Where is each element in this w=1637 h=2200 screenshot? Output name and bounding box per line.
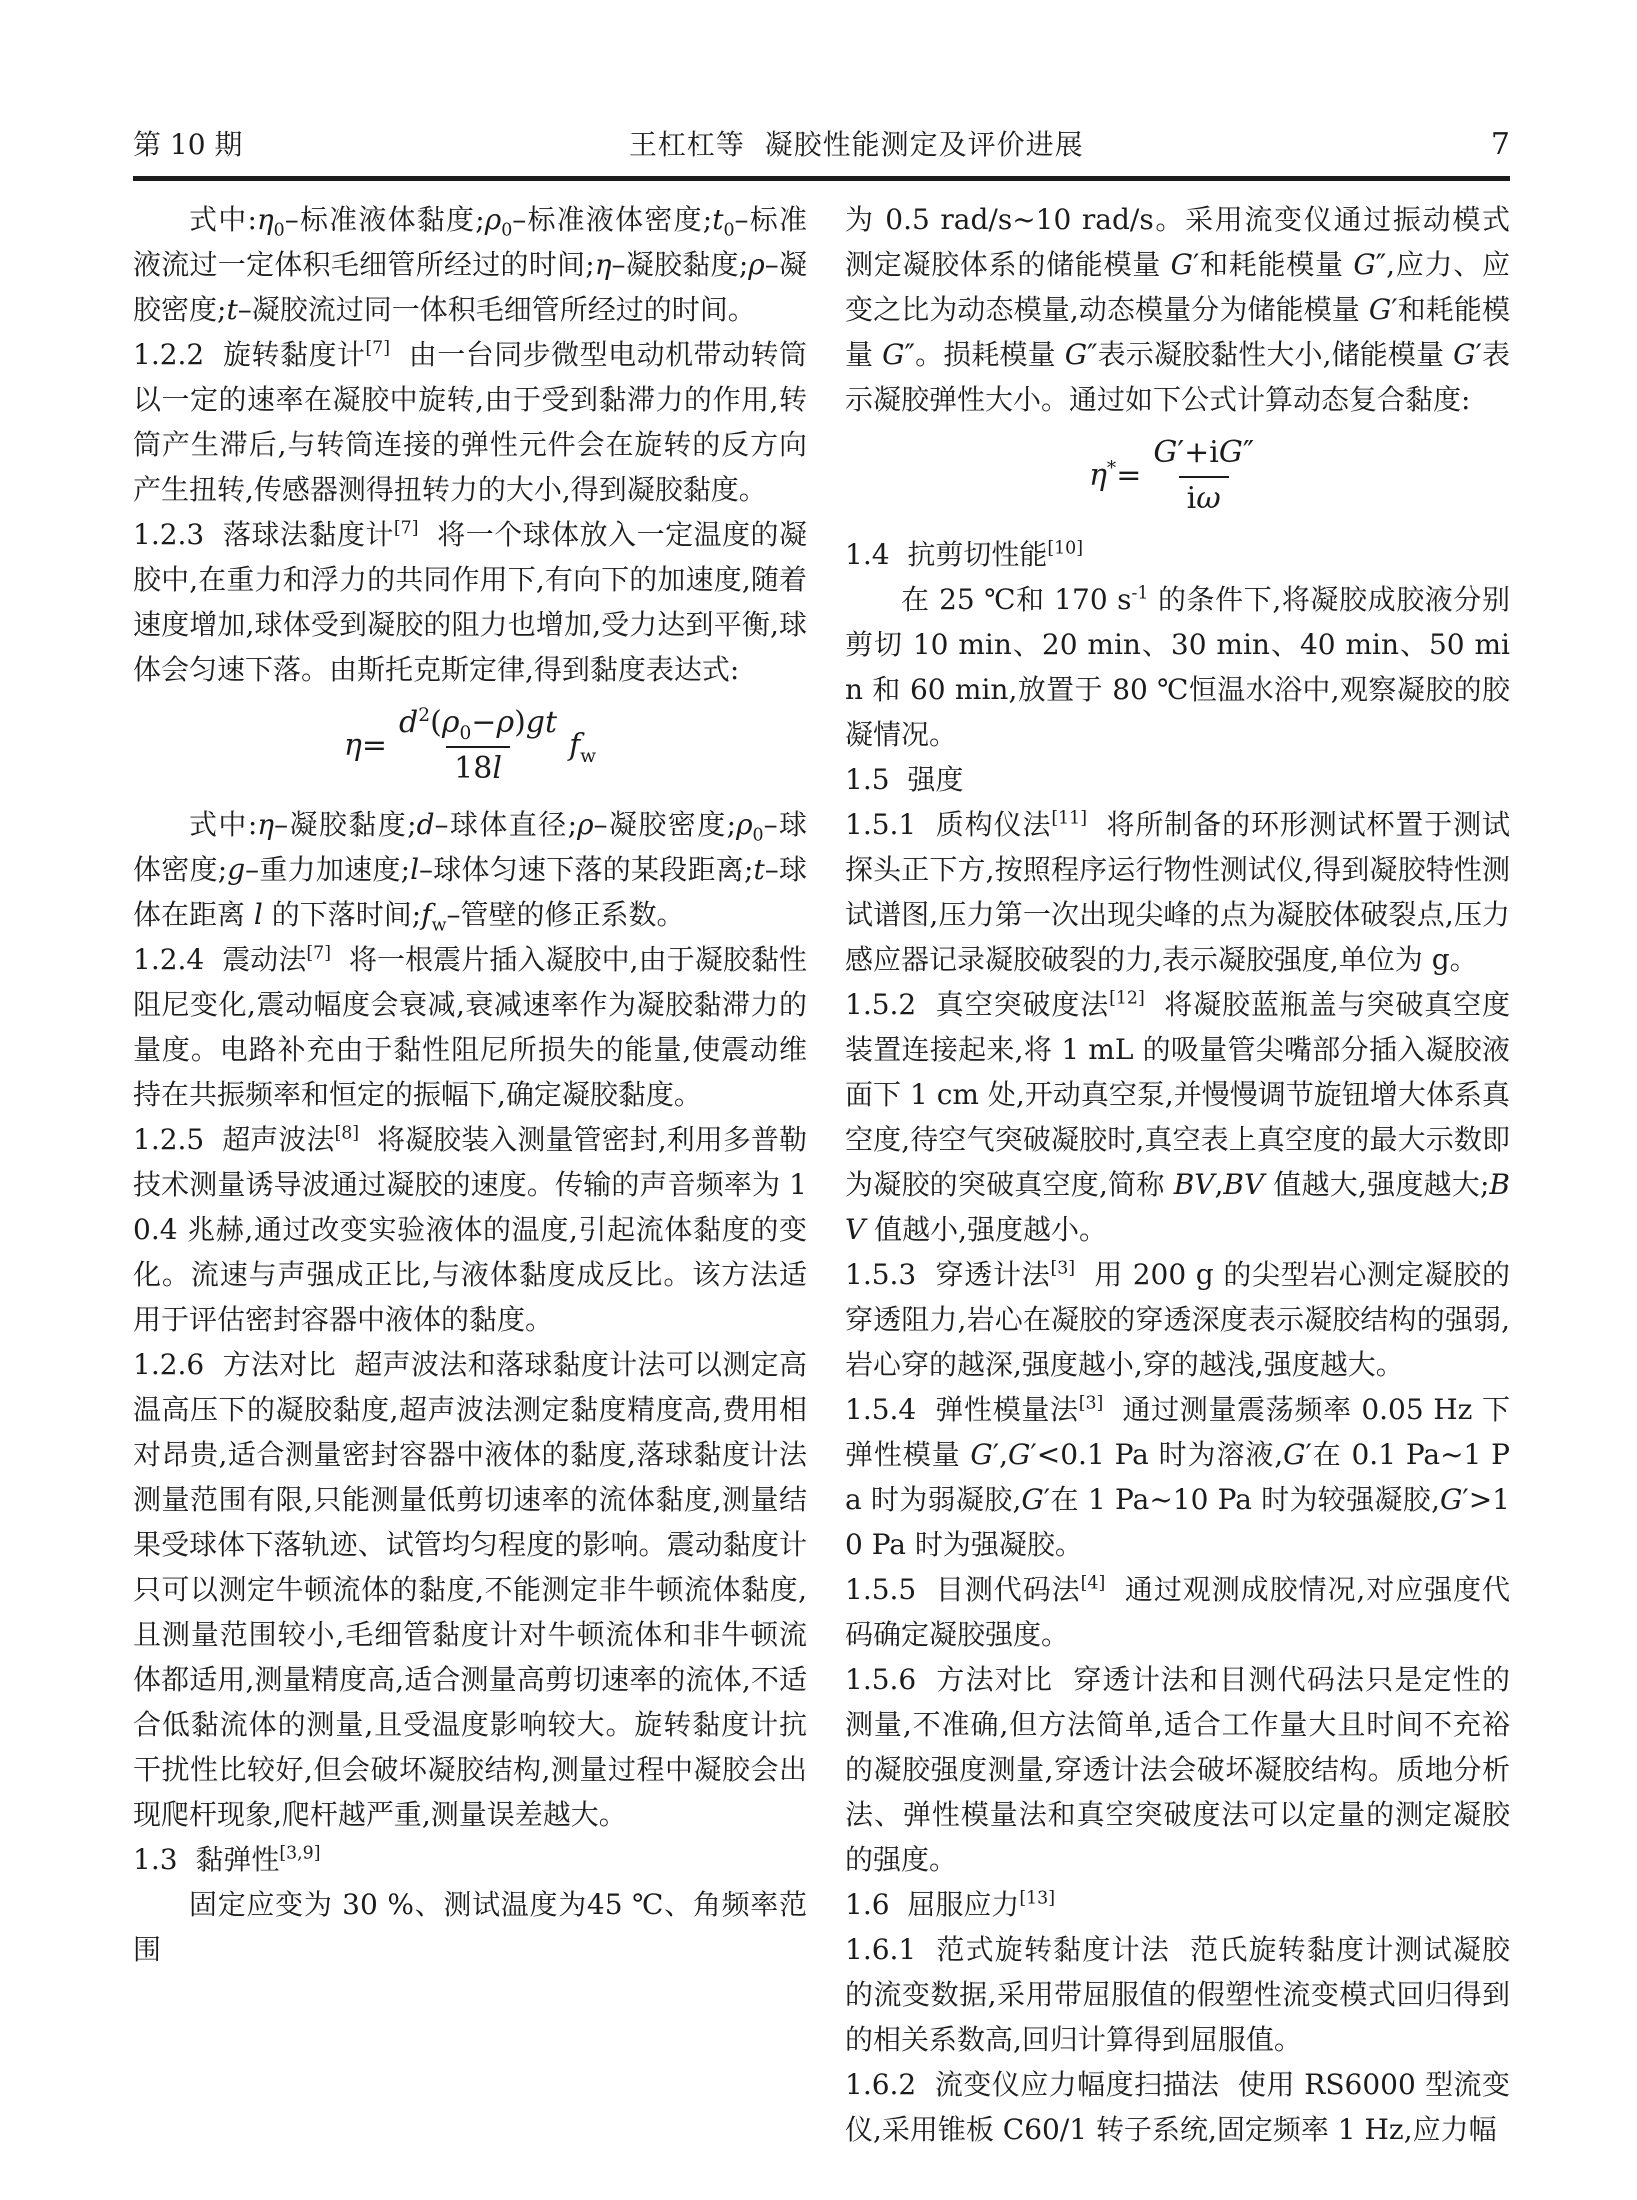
- formula: [845, 436, 1510, 516]
- formula-lhs: η*=: [1088, 457, 1142, 493]
- page-header: [133, 128, 1510, 162]
- fraction: [1145, 436, 1262, 516]
- paragraph: 式中$:\eta_0-$标准液体黏度$;\rho_0-$标准液体密度$;t_0-$标准液流过一定体积毛细管所经过的时间;η–凝胶黏度;ρ–凝胶密度;t–凝胶流过同一体积毛细管所经过的时间。: [133, 203, 808, 326]
- paragraph: 1.5.1 质构仪法[11] 将所制备的环形测试杯置于测试探头正下方,按照程序运行物性测试仪,得到凝胶特性测试谱图,压力第一次出现尖峰的点为凝胶体破裂点,压力感应器记录凝胶破裂的力,表示凝胶强度,单位为 g。: [845, 808, 1511, 976]
- paragraph: 1.5.4 弹性模量法[3] 通过测量震荡频率 0.05 Hz 下弹性模量 G′,G′<0.1 Pa 时为溶液,G′在 0.1 Pa~1 Pa 时为弱凝胶,G′在 1 Pa~10 Pa 时为较强凝胶,G′>10 Pa 时为强凝胶。: [845, 1393, 1511, 1561]
- paragraph: 1.5.5 目测代码法[4] 通过观测成胶情况,对应强度代码确定凝胶强度。: [845, 1573, 1511, 1651]
- paragraph: 1.5.6 方法对比 穿透计法和目测代码法只是定性的测量,不准确,但方法简单,适合工作量大且时间不充裕的凝胶强度测量,穿透计法会破坏凝胶结构。质地分析法、弹性模量法和真空突破度法可以定量的测定凝胶的强度。: [845, 1663, 1510, 1876]
- paragraph: 式中:η–凝胶黏度;d–球体直径;ρ–凝胶密度$;\rho_0-$球体密度;g–重力加速度;l–球体匀速下落的某段距离;t–球体在距离 l 的下落时间$;f_w-$管壁的修正系数。: [133, 808, 807, 936]
- paragraph: 1.5.2 真空突破度法[12] 将凝胶蓝瓶盖与突破真空度装置连接起来,将 1 mL 的吸量管尖嘴部分插入凝胶液面下 1 cm 处,开动真空泵,并慢慢调节旋钮增大体系真空度,待空气突破凝胶时,真空表上真空度的最大示数即为凝胶的突破真空度,简称 BV,BV 值越大,强度越大;BV 值越小,强度越小。: [845, 988, 1510, 1246]
- paragraph: 1.6.2 流变仪应力幅度扫描法 使用 RS6000 型流变仪,采用锥板 C60/1 转子系统,固定频率 1 Hz,应力幅: [845, 2068, 1510, 2146]
- paragraph: 1.2.6 方法对比 超声波法和落球黏度计法可以测定高温高压下的凝胶黏度,超声波法测定黏度精度高,费用相对昂贵,适合测量密封容器中液体的黏度,落球黏度计法测量范围有限,只能测量低剪切速率的流体黏度,测量结果受球体下落轨迹、试管均匀程度的影响。震动黏度计只可以测定牛顿流体的黏度,不能测定非牛顿流体黏度,且测量范围较小,毛细管黏度计对牛顿流体和非牛顿流体都适用,测量精度高,适合测量高剪切速率的流体,不适合低黏流体的测量,且受温度影响较大。旋转黏度计抗干扰性比较好,但会破坏凝胶结构,测量过程中凝胶会出现爬杆现象,爬杆越严重,测量误差越大。: [133, 1348, 807, 1831]
- fraction-numerator: $d^2(\rho_0-\rho)gt$: [399, 705, 558, 744]
- left-column: [133, 197, 807, 1972]
- paragraph: 1.2.3 落球法黏度计[7] 将一个球体放入一定温度的凝胶中,在重力和浮力的共同作用下,有向下的加速度,随着速度增加,球体受到凝胶的阻力也增加,受力达到平衡,球体会匀速下落。由斯托克斯定律,得到黏度表达式:: [133, 518, 807, 686]
- section-heading: 1.3 黏弹性[3,9]: [133, 1843, 321, 1876]
- paragraph: 固定应变为 30 %、测试温度为45 ℃、角频率范围: [133, 1888, 807, 1966]
- fraction: [391, 706, 565, 786]
- paragraph: 在 25 ℃和 170 $s^{-1}$ 的条件下,将凝胶成胶液分别剪切 10 min、20 min、30 min、40 min、50 min 和 60 min,放置于 80 ℃恒温水浴中,观察凝胶的胶凝情况。: [845, 583, 1510, 751]
- fraction-denominator: iω: [1179, 476, 1229, 517]
- right-column: [845, 197, 1510, 2152]
- paragraph: 1.2.5 超声波法[8] 将凝胶装入测量管密封,利用多普勒技术测量诱导波通过凝胶的速度。传输的声音频率为 10.4 兆赫,通过改变实验液体的温度,引起流体黏度的变化。流速与声强成正比,与液体黏度成反比。该方法适用于评估密封容器中液体的黏度。: [133, 1123, 808, 1336]
- section-heading: 1.4 抗剪切性能[10]: [845, 538, 1083, 571]
- formula: [133, 706, 807, 786]
- paragraph: 1.6.1 范式旋转黏度计法 范氏旋转黏度计测试凝胶的流变数据,采用带屈服值的假塑性流变模式回归得到的相关系数高,回归计算得到屈服值。: [845, 1933, 1510, 2056]
- issue-label: 第 10 期: [133, 128, 243, 161]
- paragraph: 1.2.2 旋转黏度计[7] 由一台同步微型电动机带动转筒以一定的速率在凝胶中旋转,由于受到黏滞力的作用,转筒产生滞后,与转筒连接的弹性元件会在旋转的反方向产生扭转,传感器测得扭转力的大小,得到凝胶黏度。: [133, 338, 807, 506]
- fraction-denominator: 18l: [446, 746, 510, 787]
- formula-lhs: η=: [343, 727, 388, 763]
- paragraph: 为 0.5 rad/s~10 rad/s。采用流变仪通过振动模式测定凝胶体系的储能模量 G′和耗能模量 G″,应力、应变之比为动态模量,动态模量分为储能模量 G′和耗能模量 G″。损耗模量 G″表示凝胶黏性大小,储能模量 G′表示凝胶弹性大小。通过如下公式计算动态复合黏度:: [845, 203, 1511, 416]
- section-heading: 1.6 屈服应力[13]: [845, 1888, 1055, 1921]
- paragraph: 1.2.4 震动法[7] 将一根震片插入凝胶中,由于凝胶黏性阻尼变化,震动幅度会衰减,衰减速率作为凝胶黏滞力的量度。电路补充由于黏性阻尼所损失的能量,使震动维持在共振频率和恒定的振幅下,确定凝胶黏度。: [133, 943, 807, 1111]
- header-rule: [133, 176, 1510, 181]
- running-title: 王杠杠等 凝胶性能测定及评价进展: [628, 128, 1084, 161]
- section-heading: 1.5 强度: [845, 763, 964, 796]
- two-column-body: [133, 197, 1510, 2152]
- paragraph: 1.5.3 穿透计法[3] 用 200 g 的尖型岩心测定凝胶的穿透阻力,岩心在凝胶的穿透深度表示凝胶结构的强弱,岩心穿的越深,强度越小,穿的越浅,强度越大。: [845, 1258, 1511, 1381]
- page-number: 7: [1490, 127, 1510, 162]
- formula-suffix: $f_w$: [569, 727, 597, 767]
- fraction-numerator: G′+iG″: [1153, 435, 1255, 470]
